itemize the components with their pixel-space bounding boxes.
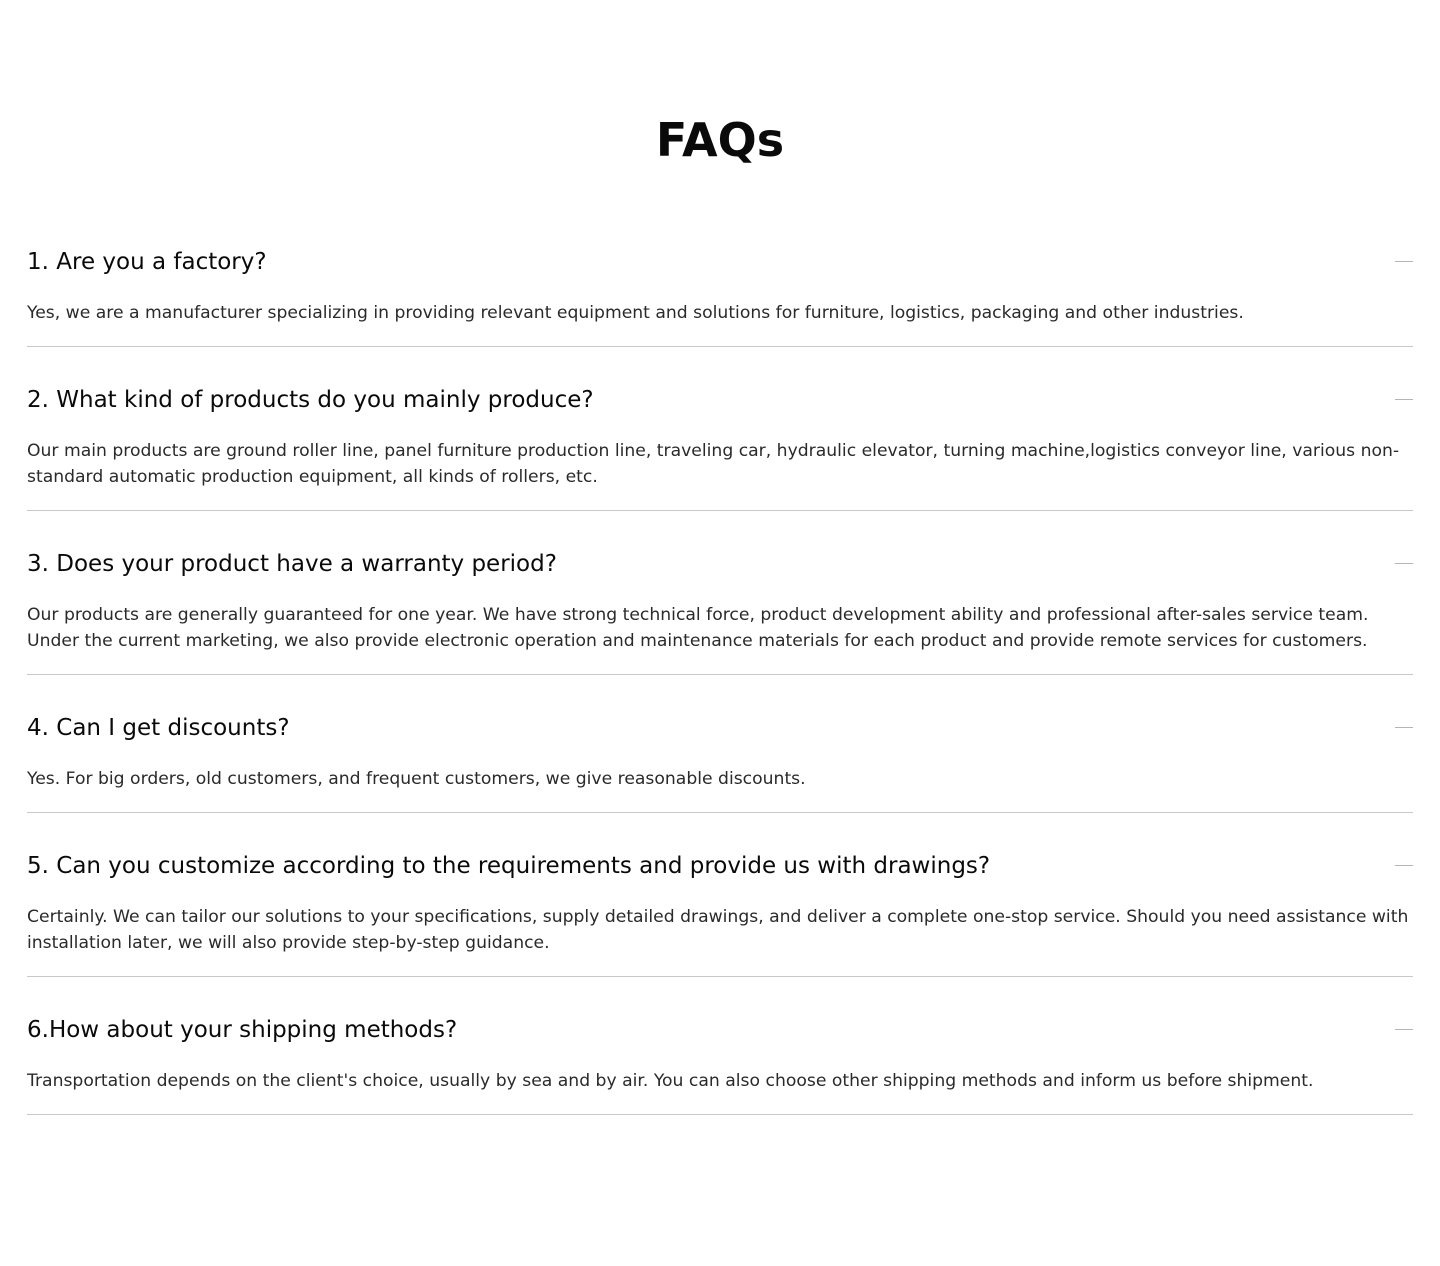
minus-icon[interactable] — [1395, 261, 1413, 263]
faq-question: 2. What kind of products do you mainly produce? — [27, 387, 594, 413]
faq-question: 5. Can you customize according to the requirements and provide us with drawings? — [27, 853, 991, 879]
page-title: FAQs — [655, 113, 785, 167]
faq-question: 3. Does your product have a warranty period? — [27, 551, 557, 577]
minus-icon[interactable] — [1395, 399, 1413, 401]
faq-question-header[interactable] — [27, 382, 1413, 418]
faq-question: 4. Can I get discounts? — [27, 715, 290, 741]
faq-answer: Certainly. We can tailor our solutions to your specifications, supply detailed drawings, and deliver a complete one-stop service. Should you need assistance with installation later, we will also provide step-by-step guidance. — [27, 907, 1409, 953]
minus-icon[interactable] — [1395, 563, 1413, 565]
faq-item — [27, 347, 1413, 511]
faq-question-header[interactable] — [27, 710, 1413, 746]
faq-item — [27, 675, 1413, 813]
faq-answer: Our main products are ground roller line, panel furniture production line, traveling car, hydraulic elevator, turning machine,logistics conveyor line, various non-standard automatic production equipment, all kinds of rollers, etc. — [27, 441, 1400, 487]
minus-icon[interactable] — [1395, 1029, 1413, 1031]
faq-answer: Transportation depends on the client's choice, usually by sea and by air. You can also choose other shipping methods and inform us before shipment. — [27, 1071, 1314, 1091]
minus-icon[interactable] — [1395, 865, 1413, 867]
faq-question-header[interactable] — [27, 546, 1413, 582]
faq-item — [27, 232, 1413, 347]
faq-question-header[interactable] — [27, 1012, 1413, 1048]
faq-item — [27, 813, 1413, 977]
faq-item — [27, 977, 1413, 1115]
faq-question: 6.How about your shipping methods? — [27, 1017, 458, 1043]
faq-item — [27, 511, 1413, 675]
faq-question-header[interactable] — [27, 848, 1413, 884]
faq-list — [27, 232, 1413, 1115]
faq-question-header[interactable] — [27, 244, 1413, 280]
minus-icon[interactable] — [1395, 727, 1413, 729]
faq-question: 1. Are you a factory? — [27, 249, 267, 275]
faq-answer: Our products are generally guaranteed for one year. We have strong technical force, product development ability and professional after-sales service team. Under the current marketing, we also provide electronic operation and maintenance materials for each product and provide remote services for customers. — [27, 605, 1369, 651]
faq-answer: Yes, we are a manufacturer specializing in providing relevant equipment and solutions for furniture, logistics, packaging and other industries. — [27, 303, 1244, 323]
faq-answer: Yes. For big orders, old customers, and frequent customers, we give reasonable discounts. — [27, 769, 806, 789]
